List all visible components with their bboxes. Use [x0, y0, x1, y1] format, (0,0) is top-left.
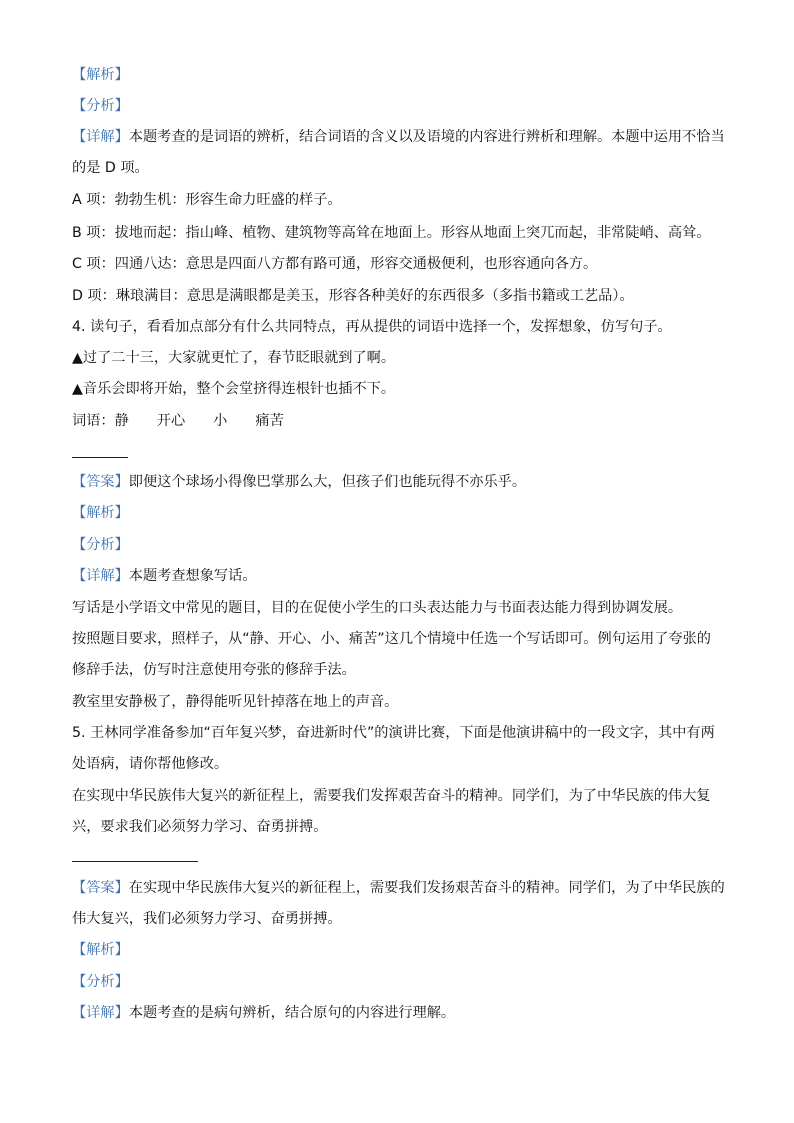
q5-detail: 【详解】本题考查的是病句辨析，结合原句的内容进行理解。 — [72, 1005, 456, 1021]
q5-analysis-label: 【解析】 — [72, 942, 129, 958]
q5-answer-line1: 【答案】在实现中华民族伟大复兴的新征程上，需要我们发扬艰苦奋斗的精神。同学们，为了中华民族的 — [72, 880, 725, 896]
q3-detail-line2: 的是 D 项。 — [72, 160, 149, 176]
option-a: A 项：勃勃生机：形容生命力旺盛的样子。 — [72, 192, 342, 208]
q4-question: 4. 读句子，看看加点部分有什么共同特点，再从提供的词语中选择一个，发挥想象，仿写句子。 — [72, 319, 672, 335]
q4-para1: 写话是小学语文中常见的题目，目的在促使小学生的口头表达能力与书面表达能力得到协调发展。 — [72, 600, 683, 616]
q4-example2: ▲音乐会即将开始，整个会堂挤得连根针也插不下。 — [72, 381, 396, 397]
q4-analysis-label: 【解析】 — [72, 505, 129, 521]
option-b: B 项：拔地而起：指山峰、植物、建筑物等高耸在地面上。形容从地面上突兀而起，非常陡峭、高耸。 — [72, 225, 711, 241]
q5-answer-line2: 伟大复兴，我们必须努力学习、奋勇拼搏。 — [72, 911, 342, 927]
q4-para2-line1: 按照题目要求，照样子，从“静、开心、小、痛苦”这几个情境中任选一个写话即可。例句运用了夸张的 — [72, 631, 711, 647]
q4-example1: ▲过了二十三，大家就更忙了，春节眨眼就到了啊。 — [72, 350, 396, 366]
q4-fenxi-label: 【分析】 — [72, 537, 129, 553]
q3-detail-line1: 【详解】本题考查的是词语的辨析，结合词语的含义以及语境的内容进行辨析和理解。本题中运用不恰当 — [72, 129, 725, 145]
q5-answer-blank — [72, 861, 198, 862]
option-c: C 项：四通八达：意思是四面八方都有路可通，形容交通极便利，也形容通向各方。 — [72, 256, 598, 272]
q5-question-line1: 5. 王林同学准备参加“百年复兴梦，奋进新时代”的演讲比赛，下面是他演讲稿中的一段文字，其中有两 — [72, 725, 715, 741]
q5-question-line2: 处语病，请你帮他修改。 — [72, 756, 229, 772]
q4-answer: 【答案】即便这个球场小得像巴掌那么大，但孩子们也能玩得不亦乐乎。 — [72, 474, 527, 490]
q4-para2-line2: 修辞手法，仿写时注意使用夸张的修辞手法。 — [72, 662, 356, 678]
q4-word-list: 词语：静 开心 小 痛苦 — [72, 413, 284, 429]
q4-detail: 【详解】本题考查想象写话。 — [72, 568, 257, 584]
q5-fenxi-label: 【分析】 — [72, 974, 129, 990]
fenxi-label: 【分析】 — [72, 98, 129, 114]
q5-text-line1: 在实现中华民族伟大复兴的新征程上，需要我们发挥艰苦奋斗的精神。同学们，为了中华民族的伟大复 — [72, 788, 711, 804]
q5-text-line2: 兴，要求我们必须努力学习、奋勇拼搏。 — [72, 819, 328, 835]
q4-answer-blank — [72, 457, 128, 458]
analysis-label: 【解析】 — [72, 67, 129, 83]
q4-para3: 教室里安静极了，静得能听见针掉落在地上的声音。 — [72, 694, 399, 710]
option-d: D 项：琳琅满目：意思是满眼都是美玉，形容各种美好的东西很多（多指书籍或工艺品）。 — [72, 288, 634, 304]
